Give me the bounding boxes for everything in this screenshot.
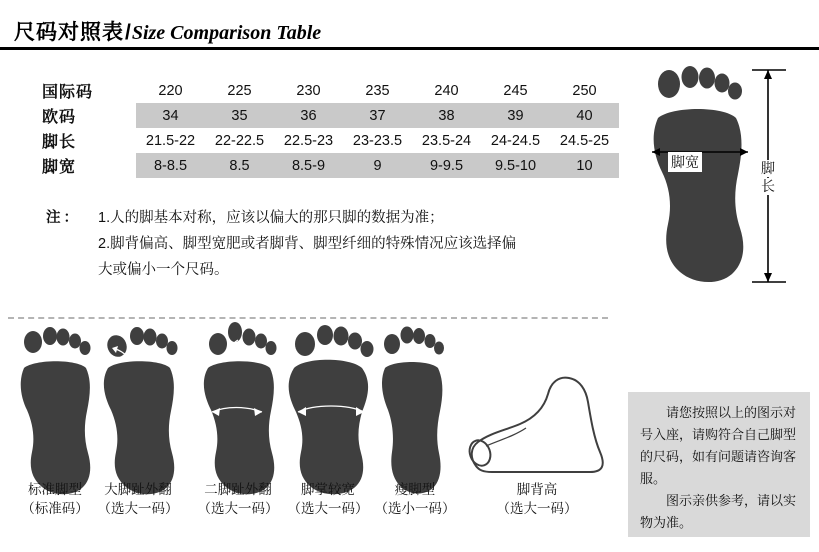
cell: 10 bbox=[550, 153, 619, 178]
fourth-toe-icon bbox=[715, 74, 730, 93]
table-row bbox=[30, 78, 619, 103]
foot-type-narrow-icon bbox=[382, 327, 444, 494]
cell: 225 bbox=[227, 82, 252, 99]
cell: 39 bbox=[481, 103, 550, 128]
third-toe-icon bbox=[699, 68, 715, 89]
cell: 22-22.5 bbox=[214, 132, 265, 149]
cell: 230 bbox=[296, 82, 321, 99]
title-divider bbox=[0, 47, 819, 50]
table-row bbox=[30, 103, 619, 128]
foot-type-name-high-instep: 脚背高 bbox=[516, 482, 558, 497]
foot-measure-svg bbox=[628, 56, 808, 306]
length-arrow-top bbox=[764, 70, 772, 79]
foot-measurement-diagram bbox=[628, 56, 808, 306]
note-line bbox=[46, 231, 606, 257]
foot-type-wide-sole-icon bbox=[289, 325, 374, 494]
little-toe-icon bbox=[728, 83, 742, 100]
cell: 23-23.5 bbox=[352, 132, 403, 149]
cell: 38 bbox=[412, 103, 481, 128]
cell: 8-8.5 bbox=[136, 153, 205, 178]
cell: 23.5-24 bbox=[421, 132, 472, 149]
customer-note-box bbox=[628, 392, 810, 537]
foot-type-second-toe-valgus-icon bbox=[204, 322, 277, 494]
foot-types-svg bbox=[0, 320, 620, 505]
foot-sole-icon bbox=[654, 109, 744, 282]
page-title-separator: / bbox=[125, 21, 131, 44]
notes-block bbox=[46, 205, 606, 283]
cell: 36 bbox=[274, 103, 343, 128]
foot-type-caption-narrow bbox=[355, 480, 475, 518]
foot-types-row bbox=[0, 320, 620, 550]
cell: 22.5-23 bbox=[283, 132, 334, 149]
foot-length-label-2: 长 bbox=[761, 178, 775, 194]
row-header-foot-width: 脚宽 bbox=[30, 153, 136, 178]
page-title-cn: 尺码对照表 bbox=[14, 21, 124, 44]
foot-type-name-second-toe-valgus: 二脚趾外翻 bbox=[204, 482, 272, 497]
cell: 250 bbox=[572, 82, 597, 99]
foot-type-advice-wide-sole: （选大一码） bbox=[287, 501, 369, 516]
cell: 9 bbox=[343, 153, 412, 178]
note-item-2-cont: 大或偏小一个尺码。 bbox=[98, 262, 229, 278]
foot-type-standard-icon bbox=[21, 327, 91, 494]
foot-type-advice-standard: （标准码） bbox=[21, 501, 89, 516]
foot-width-label: 脚宽 bbox=[668, 152, 702, 172]
foot-type-advice-big-toe-valgus: （选大一码） bbox=[97, 501, 179, 516]
cell: 240 bbox=[434, 82, 459, 99]
cell: 9.5-10 bbox=[481, 153, 550, 178]
foot-type-advice-second-toe-valgus: （选大一码） bbox=[197, 501, 279, 516]
foot-length-label-1: 脚 bbox=[761, 160, 775, 176]
cell: 35 bbox=[205, 103, 274, 128]
foot-type-name-narrow: 瘦脚型 bbox=[394, 482, 436, 497]
customer-note-paragraph-1: 请您按照以上的图示对号入座，请购符合自己脚型的尺码，如有问题请咨询客服。 bbox=[640, 405, 797, 486]
cell: 34 bbox=[136, 103, 205, 128]
table-row bbox=[30, 128, 619, 153]
width-arrow-right bbox=[740, 148, 748, 156]
cell: 235 bbox=[365, 82, 390, 99]
note-item-2: 2.脚背偏高、脚型宽肥或者脚背、脚型纤细的特殊情况应该选择偏 bbox=[98, 236, 517, 252]
length-arrow-bottom bbox=[764, 273, 772, 282]
page-title bbox=[14, 16, 321, 46]
cell: 37 bbox=[343, 103, 412, 128]
cell: 220 bbox=[158, 82, 183, 99]
foot-type-high-instep-icon bbox=[466, 378, 603, 472]
foot-type-big-toe-valgus-icon bbox=[104, 327, 178, 494]
cell: 8.5-9 bbox=[274, 153, 343, 178]
big-toe-icon bbox=[658, 70, 680, 98]
section-divider bbox=[8, 317, 608, 319]
row-header-eu: 欧码 bbox=[30, 103, 136, 128]
foot-type-caption-high-instep bbox=[477, 480, 597, 518]
size-table-container bbox=[30, 78, 610, 178]
foot-type-advice-high-instep: （选大一码） bbox=[496, 501, 578, 516]
notes-label: 注： bbox=[46, 210, 81, 226]
row-header-foot-length: 脚长 bbox=[30, 128, 136, 153]
table-row bbox=[30, 153, 619, 178]
cell: 245 bbox=[503, 82, 528, 99]
foot-type-advice-narrow: （选小一码） bbox=[374, 501, 456, 516]
cell: 24-24.5 bbox=[490, 132, 541, 149]
customer-note-paragraph-2: 图示亲供参考，请以实物为准。 bbox=[640, 493, 797, 530]
cell: 21.5-22 bbox=[145, 132, 196, 149]
note-line bbox=[46, 205, 606, 231]
cell: 40 bbox=[550, 103, 619, 128]
cell: 9-9.5 bbox=[412, 153, 481, 178]
second-toe-icon bbox=[682, 66, 699, 88]
page-title-en: Size Comparison Table bbox=[131, 22, 322, 44]
foot-type-name-wide-sole: 脚掌较宽 bbox=[301, 482, 355, 497]
note-item-1: 1.人的脚基本对称，应该以偏大的那只脚的数据为准； bbox=[98, 210, 444, 226]
cell: 8.5 bbox=[205, 153, 274, 178]
size-table bbox=[30, 78, 619, 178]
row-header-international: 国际码 bbox=[30, 78, 136, 103]
foot-type-name-standard: 标准脚型 bbox=[28, 482, 82, 497]
cell: 24.5-25 bbox=[559, 132, 610, 149]
foot-type-name-big-toe-valgus: 大脚趾外翻 bbox=[104, 482, 172, 497]
